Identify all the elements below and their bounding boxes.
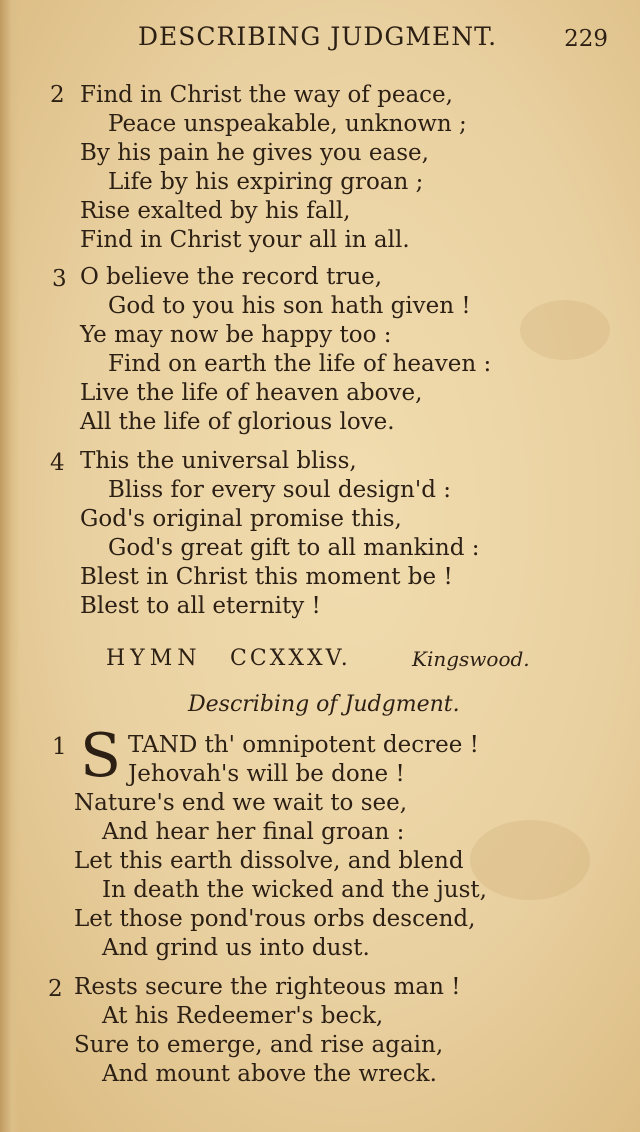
verse-line: God's original promise this, [80, 506, 402, 532]
hymn-subtitle: Describing of Judgment. [188, 692, 460, 717]
stanza-number: 2 [50, 82, 65, 108]
verse-line: This the universal bliss, [80, 448, 357, 474]
verse-line: In death the wicked and the just, [102, 877, 487, 903]
verse-line: Jehovah's will be done ! [128, 761, 405, 787]
verse-line: God's great gift to all mankind : [108, 535, 480, 561]
paper-stain [470, 820, 590, 900]
verse-line: Ye may now be happy too : [80, 322, 392, 348]
verse-line: Find in Christ the way of peace, [80, 82, 453, 108]
stanza-number: 3 [52, 266, 67, 292]
verse-line: All the life of glorious love. [80, 409, 395, 435]
verse-line: And mount above the wreck. [102, 1061, 437, 1087]
page-gutter-shadow [0, 0, 20, 1132]
verse-line: Find on earth the life of heaven : [108, 351, 492, 377]
verse-line: Bliss for every soul design'd : [108, 477, 451, 503]
verse-line: O believe the record true, [80, 264, 383, 290]
verse-line: Live the life of heaven above, [80, 380, 423, 406]
tune-name: Kingswood. [412, 647, 530, 671]
verse-line: Rise exalted by his fall, [80, 198, 351, 224]
stanza-number: 4 [50, 450, 65, 476]
verse-line: Peace unspeakable, unknown ; [108, 111, 467, 137]
verse-line: Let those pond'rous orbs descend, [74, 906, 476, 932]
hymn-label: HYMN [106, 646, 202, 671]
paper-stain [520, 300, 610, 360]
stanza-number: 2 [48, 976, 63, 1002]
verse-line: And hear her final groan : [102, 819, 405, 845]
stanza-number: 1 [52, 734, 67, 760]
hymn-heading [106, 644, 546, 678]
verse-line: And grind us into dust. [102, 935, 370, 961]
page-number: 229 [564, 26, 608, 52]
verse-line: Blest in Christ this moment be ! [80, 564, 453, 590]
verse-line: Let this earth dissolve, and blend [74, 848, 464, 874]
verse-line: Sure to emerge, and rise again, [74, 1032, 444, 1058]
verse-line: God to you his son hath given ! [108, 293, 471, 319]
drop-cap: S [80, 721, 122, 791]
verse-line: Life by his expiring groan ; [108, 169, 424, 195]
running-header [138, 22, 608, 58]
verse-line: Find in Christ your all in all. [80, 227, 410, 253]
verse-line: Blest to all eternity ! [80, 593, 321, 619]
running-title: DESCRIBING JUDGMENT. [138, 22, 498, 51]
verse-line: Rests secure the righteous man ! [74, 974, 461, 1000]
verse-line: At his Redeemer's beck, [102, 1003, 384, 1029]
hymn-numeral: CCXXXV. [230, 646, 351, 671]
verse-line: Nature's end we wait to see, [74, 790, 408, 816]
verse-line: TAND th' omnipotent decree ! [128, 732, 479, 758]
verse-line: By his pain he gives you ease, [80, 140, 429, 166]
